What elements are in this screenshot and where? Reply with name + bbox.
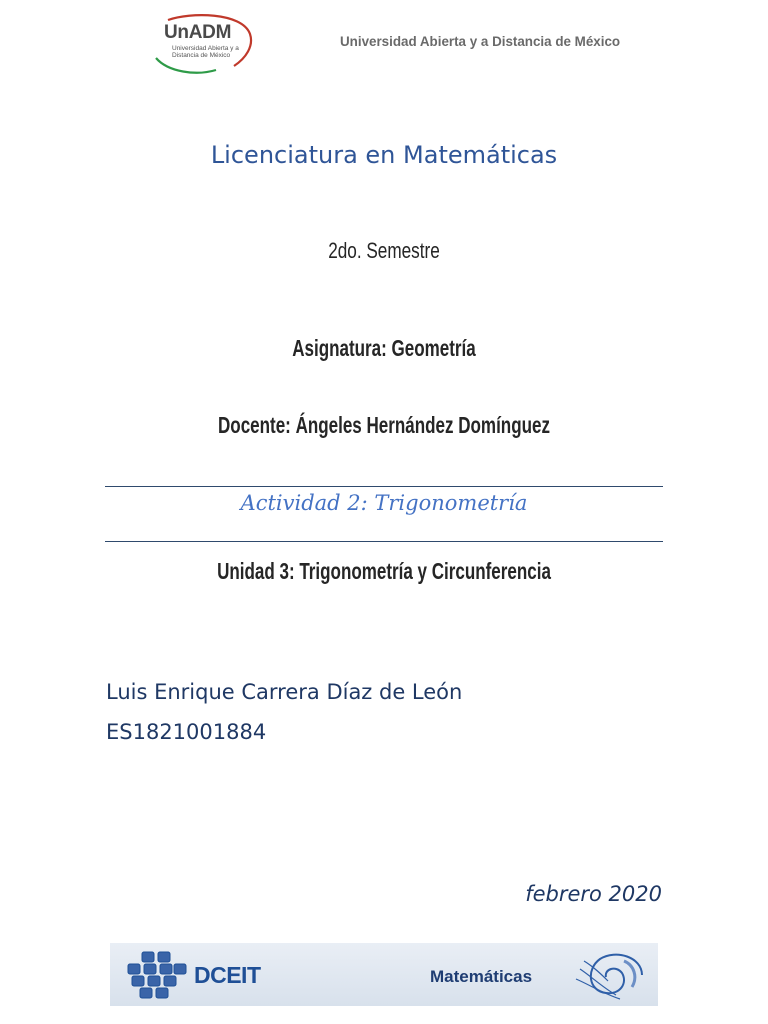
document-date: febrero 2020 <box>525 882 662 906</box>
unit-heading: Unidad 3: Trigonometría y Circunferencia <box>217 558 551 584</box>
footer-banner <box>110 943 658 1006</box>
divider-top <box>105 486 663 487</box>
logo-wordmark: UnADM <box>164 22 232 43</box>
student-name: Luis Enrique Carrera Díaz de León <box>106 680 463 704</box>
unadm-logo <box>150 14 254 76</box>
dceit-cubes-icon <box>122 950 192 1000</box>
semester: 2do. Semestre <box>328 238 440 263</box>
activity-title: Actividad 2: Trigonometría <box>240 491 528 515</box>
university-name: Universidad Abierta y a Distancia de México <box>340 34 621 49</box>
subject-heading: Asignatura: Geometría <box>292 335 476 361</box>
dceit-wordmark: DCEIT <box>194 962 261 988</box>
degree-title: Licenciatura en Matemáticas <box>210 141 558 169</box>
logo-subtitle: Universidad Abierta y a Distancia de México <box>172 45 239 59</box>
teacher-heading: Docente: Ángeles Hernández Domínguez <box>218 412 550 438</box>
divider-bottom <box>105 541 663 542</box>
matematicas-wordmark: Matemáticas <box>430 967 533 986</box>
nautilus-shell-icon <box>572 947 652 1003</box>
student-id: ES1821001884 <box>106 720 267 744</box>
